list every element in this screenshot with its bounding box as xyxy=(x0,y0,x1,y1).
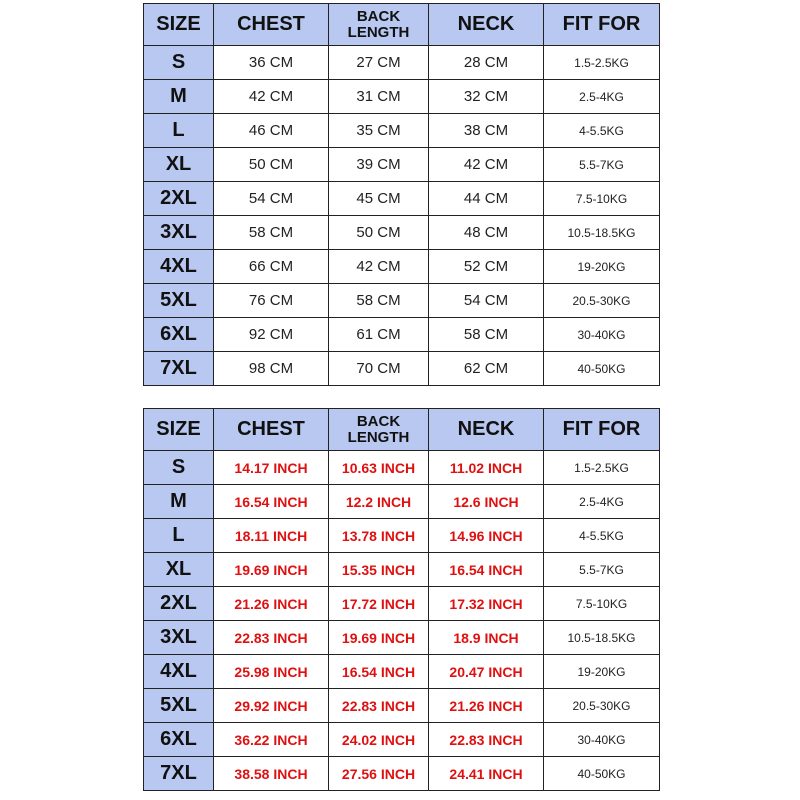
chest-cell: 18.11 INCH xyxy=(214,519,329,553)
size-cell: 5XL xyxy=(144,689,214,723)
header-fit-for: FIT FOR xyxy=(544,4,660,46)
header-neck: NECK xyxy=(429,4,544,46)
fit-for-cell: 20.5-30KG xyxy=(544,689,660,723)
neck-cell: 11.02 INCH xyxy=(429,451,544,485)
back-length-cell: 45 CM xyxy=(329,182,429,216)
chest-cell: 92 CM xyxy=(214,318,329,352)
fit-for-cell: 30-40KG xyxy=(544,318,660,352)
fit-for-cell: 1.5-2.5KG xyxy=(544,451,660,485)
chest-cell: 76 CM xyxy=(214,284,329,318)
back-length-cell: 10.63 INCH xyxy=(329,451,429,485)
neck-cell: 24.41 INCH xyxy=(429,757,544,791)
header-chest: CHEST xyxy=(214,4,329,46)
table-row xyxy=(144,318,660,352)
table-row xyxy=(144,352,660,386)
header-row xyxy=(144,4,660,46)
table-row xyxy=(144,114,660,148)
neck-cell: 16.54 INCH xyxy=(429,553,544,587)
back-length-cell: 24.02 INCH xyxy=(329,723,429,757)
chest-cell: 19.69 INCH xyxy=(214,553,329,587)
header-fit-for: FIT FOR xyxy=(544,409,660,451)
table-row xyxy=(144,587,660,621)
size-cell: XL xyxy=(144,553,214,587)
size-cell: M xyxy=(144,80,214,114)
fit-for-cell: 30-40KG xyxy=(544,723,660,757)
size-cell: L xyxy=(144,114,214,148)
neck-cell: 32 CM xyxy=(429,80,544,114)
fit-for-cell: 2.5-4KG xyxy=(544,485,660,519)
neck-cell: 38 CM xyxy=(429,114,544,148)
fit-for-cell: 4-5.5KG xyxy=(544,519,660,553)
table-row xyxy=(144,451,660,485)
size-cell: 2XL xyxy=(144,182,214,216)
size-cell: 3XL xyxy=(144,216,214,250)
neck-cell: 28 CM xyxy=(429,46,544,80)
neck-cell: 22.83 INCH xyxy=(429,723,544,757)
fit-for-cell: 10.5-18.5KG xyxy=(544,216,660,250)
table-row xyxy=(144,182,660,216)
table-row xyxy=(144,757,660,791)
chest-cell: 46 CM xyxy=(214,114,329,148)
fit-for-cell: 7.5-10KG xyxy=(544,182,660,216)
table-row xyxy=(144,80,660,114)
header-size: SIZE xyxy=(144,409,214,451)
size-cell: 3XL xyxy=(144,621,214,655)
fit-for-cell: 7.5-10KG xyxy=(544,587,660,621)
size-table-inch xyxy=(143,408,660,791)
table-row xyxy=(144,284,660,318)
fit-for-cell: 1.5-2.5KG xyxy=(544,46,660,80)
chest-cell: 36 CM xyxy=(214,46,329,80)
chest-cell: 16.54 INCH xyxy=(214,485,329,519)
back-length-cell: 19.69 INCH xyxy=(329,621,429,655)
chest-cell: 14.17 INCH xyxy=(214,451,329,485)
back-length-cell: 61 CM xyxy=(329,318,429,352)
neck-cell: 21.26 INCH xyxy=(429,689,544,723)
size-cell: S xyxy=(144,46,214,80)
back-length-cell: 42 CM xyxy=(329,250,429,284)
header-row xyxy=(144,409,660,451)
chest-cell: 38.58 INCH xyxy=(214,757,329,791)
fit-for-cell: 19-20KG xyxy=(544,655,660,689)
chest-cell: 66 CM xyxy=(214,250,329,284)
chest-cell: 58 CM xyxy=(214,216,329,250)
chest-cell: 22.83 INCH xyxy=(214,621,329,655)
chest-cell: 25.98 INCH xyxy=(214,655,329,689)
size-table-cm xyxy=(143,3,660,386)
back-length-cell: 70 CM xyxy=(329,352,429,386)
table-row xyxy=(144,553,660,587)
table-row xyxy=(144,485,660,519)
neck-cell: 12.6 INCH xyxy=(429,485,544,519)
header-chest: CHEST xyxy=(214,409,329,451)
neck-cell: 42 CM xyxy=(429,148,544,182)
neck-cell: 44 CM xyxy=(429,182,544,216)
neck-cell: 62 CM xyxy=(429,352,544,386)
header-neck: NECK xyxy=(429,409,544,451)
size-cell: 4XL xyxy=(144,250,214,284)
size-cell: 6XL xyxy=(144,723,214,757)
fit-for-cell: 40-50KG xyxy=(544,352,660,386)
fit-for-cell: 19-20KG xyxy=(544,250,660,284)
back-length-cell: 27 CM xyxy=(329,46,429,80)
size-cell: 7XL xyxy=(144,757,214,791)
chest-cell: 50 CM xyxy=(214,148,329,182)
fit-for-cell: 40-50KG xyxy=(544,757,660,791)
back-length-cell: 17.72 INCH xyxy=(329,587,429,621)
back-length-cell: 31 CM xyxy=(329,80,429,114)
inch-table-body xyxy=(144,451,660,791)
neck-cell: 20.47 INCH xyxy=(429,655,544,689)
back-length-cell: 27.56 INCH xyxy=(329,757,429,791)
back-length-cell: 15.35 INCH xyxy=(329,553,429,587)
table-row xyxy=(144,723,660,757)
fit-for-cell: 20.5-30KG xyxy=(544,284,660,318)
chest-cell: 98 CM xyxy=(214,352,329,386)
cm-table-body xyxy=(144,46,660,386)
fit-for-cell: 10.5-18.5KG xyxy=(544,621,660,655)
header-size: SIZE xyxy=(144,4,214,46)
neck-cell: 58 CM xyxy=(429,318,544,352)
size-cell: 6XL xyxy=(144,318,214,352)
back-length-cell: 50 CM xyxy=(329,216,429,250)
neck-cell: 17.32 INCH xyxy=(429,587,544,621)
table-row xyxy=(144,148,660,182)
size-cell: S xyxy=(144,451,214,485)
fit-for-cell: 5.5-7KG xyxy=(544,148,660,182)
neck-cell: 52 CM xyxy=(429,250,544,284)
size-cell: 7XL xyxy=(144,352,214,386)
size-cell: 4XL xyxy=(144,655,214,689)
chest-cell: 36.22 INCH xyxy=(214,723,329,757)
back-length-cell: 35 CM xyxy=(329,114,429,148)
chest-cell: 29.92 INCH xyxy=(214,689,329,723)
header-back-length: BACK LENGTH xyxy=(329,409,429,451)
back-length-cell: 12.2 INCH xyxy=(329,485,429,519)
back-length-cell: 39 CM xyxy=(329,148,429,182)
table-row xyxy=(144,250,660,284)
fit-for-cell: 4-5.5KG xyxy=(544,114,660,148)
chest-cell: 42 CM xyxy=(214,80,329,114)
chest-cell: 21.26 INCH xyxy=(214,587,329,621)
fit-for-cell: 2.5-4KG xyxy=(544,80,660,114)
size-cell: 2XL xyxy=(144,587,214,621)
table-row xyxy=(144,655,660,689)
size-cell: XL xyxy=(144,148,214,182)
size-cell: M xyxy=(144,485,214,519)
back-length-cell: 16.54 INCH xyxy=(329,655,429,689)
neck-cell: 48 CM xyxy=(429,216,544,250)
neck-cell: 54 CM xyxy=(429,284,544,318)
table-row xyxy=(144,46,660,80)
table-row xyxy=(144,621,660,655)
neck-cell: 14.96 INCH xyxy=(429,519,544,553)
back-length-cell: 58 CM xyxy=(329,284,429,318)
table-row xyxy=(144,519,660,553)
back-length-cell: 22.83 INCH xyxy=(329,689,429,723)
neck-cell: 18.9 INCH xyxy=(429,621,544,655)
fit-for-cell: 5.5-7KG xyxy=(544,553,660,587)
back-length-cell: 13.78 INCH xyxy=(329,519,429,553)
size-cell: 5XL xyxy=(144,284,214,318)
chest-cell: 54 CM xyxy=(214,182,329,216)
table-row xyxy=(144,689,660,723)
header-back-length: BACK LENGTH xyxy=(329,4,429,46)
table-row xyxy=(144,216,660,250)
size-cell: L xyxy=(144,519,214,553)
